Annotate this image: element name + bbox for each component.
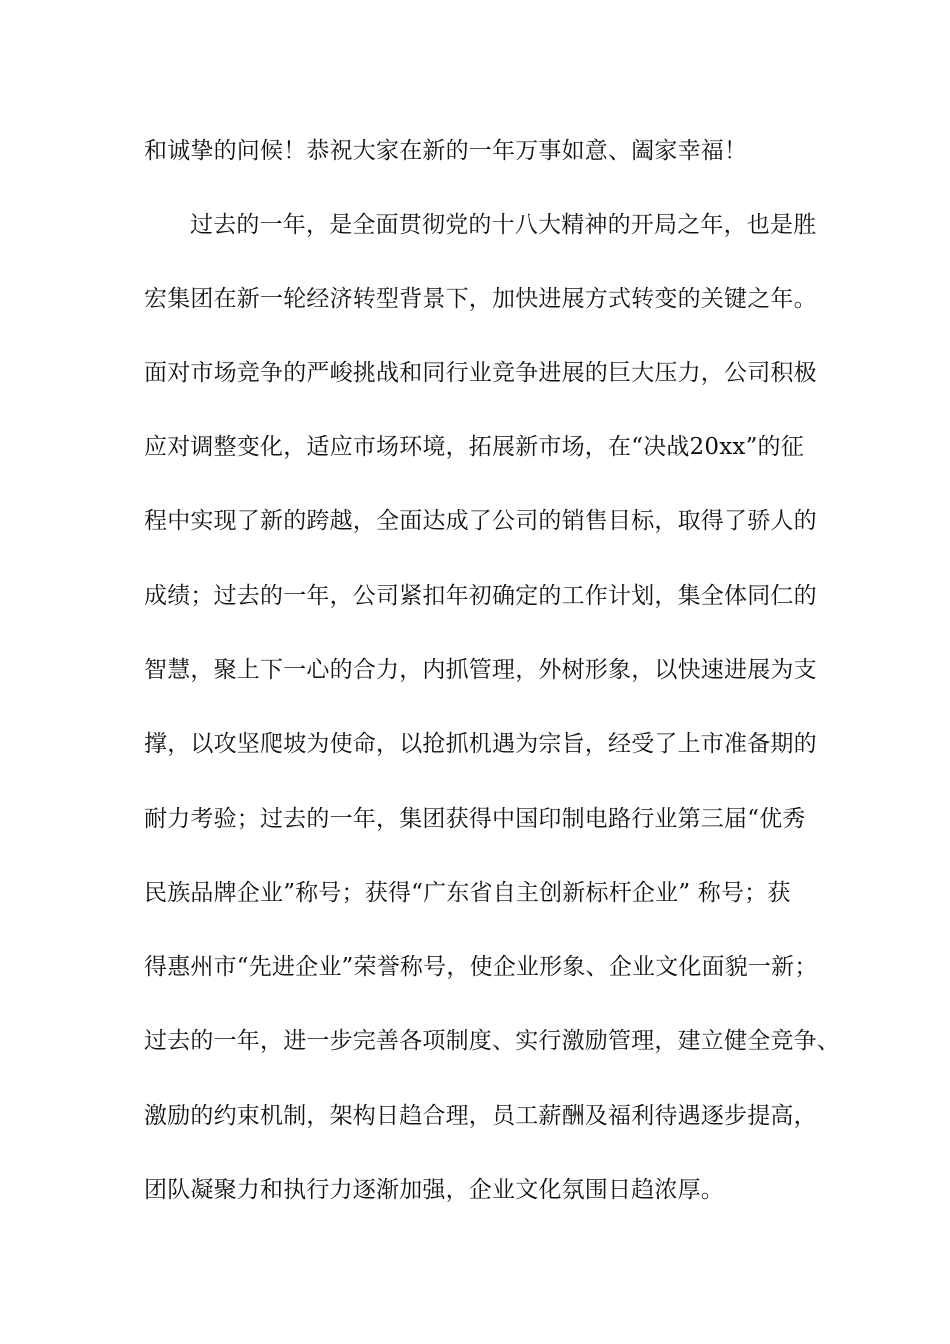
text-line-4: 面对市场竞争的严峻挑战和同行业竞争进展的巨大压力，公司积极 <box>144 360 817 386</box>
text-line-9: 撑，以攻坚爬坡为使命，以抢抓机遇为宗旨，经受了上市准备期的 <box>144 731 817 757</box>
text-line-14: 激励的约束机制，架构日趋合理，员工薪酬及福利待遇逐步提高， <box>144 1103 817 1129</box>
text-line-5: 应对调整变化，适应市场环境，拓展新市场，在“决战20xx”的征 <box>144 434 804 460</box>
text-line-7: 成绩；过去的一年，公司紧扣年初确定的工作计划，集全体同仁的 <box>144 583 817 609</box>
text-line-2: 过去的一年，是全面贯彻党的十八大精神的开局之年，也是胜 <box>190 212 817 238</box>
text-line-3: 宏集团在新一轮经济转型背景下，加快进展方式转变的关键之年。 <box>144 286 817 312</box>
text-line-1: 和诚挚的问候！恭祝大家在新的一年万事如意、阖家幸福！ <box>144 138 748 164</box>
text-line-6: 程中实现了新的跨越，全面达成了公司的销售目标，取得了骄人的 <box>144 508 817 534</box>
text-line-13: 过去的一年，进一步完善各项制度、实行激励管理，建立健全竞争、 <box>144 1028 840 1054</box>
text-line-8: 智慧，聚上下一心的合力，内抓管理，外树形象，以快速进展为支 <box>144 657 817 683</box>
text-line-11: 民族品牌企业”称号；获得“广东省自主创新标杆企业” 称号；获 <box>144 880 791 906</box>
text-line-10: 耐力考验；过去的一年，集团获得中国印制电路行业第三届“优秀 <box>144 806 806 832</box>
text-line-15: 团队凝聚力和执行力逐渐加强，企业文化氛围日趋浓厚。 <box>144 1177 724 1203</box>
text-line-12: 得惠州市“先进企业”荣誉称号，使企业形象、企业文化面貌一新； <box>144 954 818 980</box>
